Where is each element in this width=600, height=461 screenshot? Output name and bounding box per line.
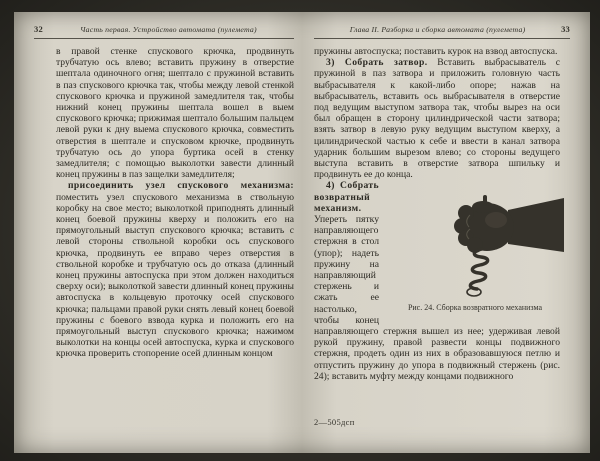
left-header-rule — [34, 38, 294, 39]
left-page-text — [56, 46, 294, 360]
book-spread — [14, 12, 590, 453]
right-page-number: 33 — [561, 24, 570, 34]
right-running-title: Глава II. Разборка и сборка автомата (пулемета) — [349, 25, 526, 34]
hand-holding-spring-illustration — [386, 182, 564, 300]
paragraph-lead: 3) Собрать затвор. — [326, 57, 428, 69]
right-page-header — [314, 24, 570, 35]
left-page-header — [34, 24, 294, 35]
left-page-number: 32 — [34, 24, 43, 34]
hand-spring-drawing — [386, 182, 564, 300]
paragraph-text: Вставить выбрасыватель с пружиной в паз затвора и приложить головную часть выбрасывателя к какой-либо опоре; нажав на выбрасыватель, вставить ось выбрасывателя в отверстие под ведущим выступом затвора так, чтобы вырез на оси был обращен в сторону цилиндрической части затвора; взять затвор в левую руку ведущим выступом кверху, а цилиндрической частью к себе и ввести в канал затвора ударник большим вырезом влево; со стороны ведущего выступа вставить в отверстие затвора шпильку и продвинуть ее до конца. — [314, 57, 560, 181]
paragraph-text: пружины автоспуска; поставить курок на взвод автоспуска. — [314, 46, 558, 57]
right-page-text — [314, 46, 560, 382]
paragraph — [314, 46, 560, 57]
paragraph-text: поместить узел спускового механизма в ствольную коробку на свое место; выколоткой приподнять длинный конец боевой пружины кверху и положить его на прямоугольный выступ спускового крючка; вставить с левой стороны ствольной коробки ось спускового крючка, продвинуть ее вправо через отверстия в ствольной коробке и трубчатую ось до отказа (длинный конец пружины автоспуска при этом должен находиться сверху оси); выколоткой завести длинный конец пружины автоспуска в кольцевую проточку осей спускового крючка; пальцами правой руки снять левый конец боевой пружины с боевого взвода курка и положить его на прямоугольный выступ спускового крючка; нажимом выколотки на концы осей автоспуска, курка и спускового крючка проверить стопорение осей длинным концом — [56, 191, 294, 360]
left-page — [14, 12, 302, 453]
print-signature: 2—505дсп — [314, 417, 355, 427]
figure-caption: Рис. 24. Сборка возвратного механизма — [407, 303, 543, 313]
left-running-title: Часть первая. Устройство автомата (пулемета) — [80, 25, 257, 34]
paragraph — [56, 46, 294, 180]
paragraph-lead: присоединить узел спускового механизма: — [68, 180, 294, 192]
paragraph — [56, 180, 294, 359]
figure-24 — [386, 182, 564, 313]
paragraph-lead: 4) Собрать возвратный механизм. — [314, 180, 379, 214]
right-header-rule — [314, 38, 570, 39]
right-page — [302, 12, 590, 453]
paragraph — [314, 57, 560, 180]
paragraph-text: Упереть пятку направляющего стержня в стол (упор); надеть пружину на направляющий стержень и сжать ее настолько, чтобы конец направляющего стержня вышел из нее; удерживая левой рукой пружину, правой развести концы подвижного стержня, продеть один из них в образовавшуюся петлю и отпустить пружину до упора в подвижный стержень (рис. 24); вставить муфту между концами подвижного — [314, 214, 560, 382]
paragraph-text: в правой стенке спускового крючка, продвинуть трубчатую ось влево; вставить пружину в отверстие шептала одиночного огня; шептало с пружиной вставить в паз спускового крючка так, чтобы между левой стенкой спускового крючка и пружиной замедлителя так, чтобы нижний конец пружины шептала вошел в выем спускового крючка; прижимая шептало большим пальцем левой руки к дну выема спускового крючка, совместить отверстия в шептале и спусковом крючке, продвинуть трубчатую ось до упора буртика осей в стенку замедлителя; с помощью выколотки завести длинный конец пружины в паз защелки замедлителя; — [56, 46, 294, 181]
